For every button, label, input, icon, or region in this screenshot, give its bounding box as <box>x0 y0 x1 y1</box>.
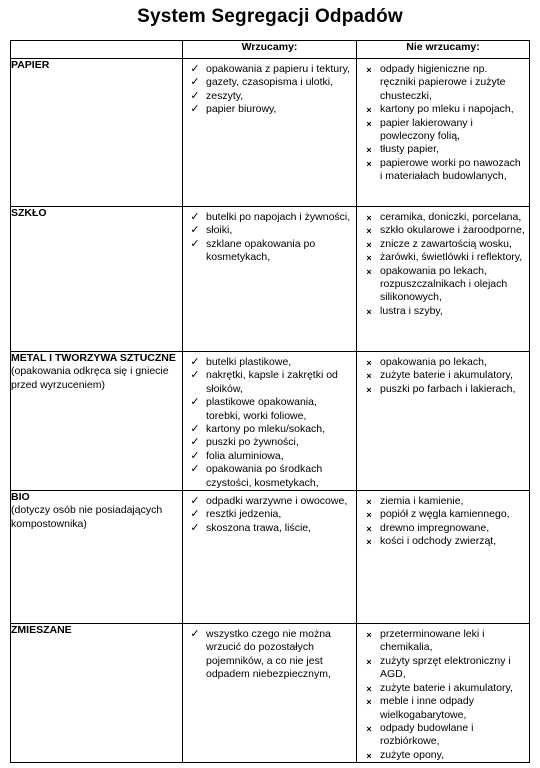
item-text: meble i inne odpady wielkogabarytowe, <box>380 695 474 721</box>
list-item <box>183 369 352 396</box>
item-text: kartony po mleku i napojach, <box>380 103 514 116</box>
item-text: szklane opakowania po kosmetykach, <box>206 237 316 264</box>
item-text: popiół z węgla kamiennego, <box>380 508 510 521</box>
cross-icon: × <box>366 537 372 548</box>
list-item <box>357 211 525 224</box>
list-item <box>183 224 352 237</box>
item-text: zużyte opony, <box>380 748 445 761</box>
list-item <box>357 305 525 318</box>
table-row <box>11 624 530 763</box>
category-name: ZMIESZANE <box>11 624 72 637</box>
forbidden-items-cell <box>357 59 530 207</box>
forbidden-items-cell <box>357 491 530 624</box>
check-icon: ✓ <box>190 423 200 436</box>
item-text: butelki plastikowe, <box>206 356 292 368</box>
category-cell <box>11 207 183 352</box>
item-text: nakrętki, kapsle i zakrętki od słoików, <box>206 369 338 395</box>
cross-icon: × <box>366 683 372 694</box>
forbidden-list <box>357 624 529 762</box>
category-cell <box>11 352 183 491</box>
page-title: System Segregacji Odpadów <box>137 6 403 27</box>
list-item <box>183 63 352 76</box>
list-item <box>357 265 525 305</box>
item-text: ziemia i kamienie, <box>380 495 464 508</box>
cross-icon: × <box>366 523 372 534</box>
list-item <box>357 143 525 156</box>
check-icon: ✓ <box>190 211 200 223</box>
table-row <box>11 352 530 491</box>
allowed-list <box>183 352 356 490</box>
list-item <box>357 383 525 396</box>
check-icon: ✓ <box>190 356 200 368</box>
item-text: papierowe worki po nawozach i materiałach budowlanych, <box>380 156 521 183</box>
list-item <box>357 695 525 722</box>
check-icon: ✓ <box>190 103 200 116</box>
cross-icon: × <box>366 697 372 708</box>
table-row <box>11 491 530 624</box>
forbidden-items-cell <box>357 624 530 763</box>
list-item <box>357 369 525 382</box>
list-item <box>183 463 352 490</box>
cross-icon: × <box>366 65 372 75</box>
item-text: resztki jedzenia, <box>206 508 282 521</box>
list-item <box>357 655 525 682</box>
list-item <box>183 508 352 521</box>
item-text: opakowania z papieru i tektury, <box>206 63 350 75</box>
item-text: skoszona trawa, liście, <box>206 521 312 534</box>
category-name: METAL I TWORZYWA SZTUCZNE <box>11 352 176 364</box>
category-note: (opakowania odkręca się i gniecie przed wyrzuceniem) <box>11 365 169 391</box>
cross-icon: × <box>366 358 372 368</box>
table-header-row <box>11 41 530 59</box>
list-item <box>183 522 352 535</box>
forbidden-list <box>357 59 529 184</box>
item-text: zużyty sprzęt elektroniczny i AGD, <box>380 654 511 681</box>
item-text: gazety, czasopisma i ulotki, <box>206 76 334 89</box>
check-icon: ✓ <box>190 76 200 89</box>
allowed-items-cell <box>183 624 357 763</box>
table-row <box>11 207 530 352</box>
item-text: kartony po mleku/sokach, <box>206 423 326 436</box>
list-item <box>183 76 352 89</box>
check-icon: ✓ <box>190 521 200 534</box>
item-text: odpadki warzywne i owocowe, <box>206 495 348 508</box>
list-item <box>183 628 352 682</box>
forbidden-items-cell <box>357 207 530 352</box>
list-item <box>357 749 525 762</box>
item-text: lustra i szyby, <box>380 304 443 317</box>
item-text: plastikowe opakowania, torebki, worki foliowe, <box>206 396 317 422</box>
category-name: BIO <box>11 491 30 504</box>
cross-icon: × <box>366 371 372 382</box>
allowed-list <box>183 491 356 535</box>
item-text: opakowania po lekach, rozpuszczalnikach i olejach silikonowych, <box>380 264 508 304</box>
check-icon: ✓ <box>190 628 200 641</box>
category-name: PAPIER <box>11 59 50 71</box>
category-note: (dotyczy osób nie posiadających kompostownika) <box>11 504 163 530</box>
item-text: odpady budowlane i rozbiórkowe, <box>380 721 474 748</box>
list-item <box>183 450 352 463</box>
list-item <box>357 103 525 116</box>
check-icon: ✓ <box>190 495 200 508</box>
cross-icon: × <box>366 239 372 250</box>
item-text: tłusty papier, <box>380 143 439 156</box>
cross-icon: × <box>366 118 372 129</box>
check-icon: ✓ <box>190 436 200 449</box>
item-text: puszki po żywności, <box>206 436 299 449</box>
header-blank-cell <box>11 41 183 59</box>
cross-icon: × <box>366 253 372 264</box>
cross-icon: × <box>366 630 372 641</box>
list-item <box>183 436 352 449</box>
cross-icon: × <box>366 384 372 395</box>
check-icon: ✓ <box>190 369 200 382</box>
item-text: opakowania po środkach czystości, kosmetykach, <box>206 463 323 489</box>
list-item <box>357 238 525 251</box>
item-text: papier biurowy, <box>206 103 277 116</box>
segregation-table <box>10 40 530 763</box>
list-item <box>183 396 352 423</box>
allowed-items-cell <box>183 207 357 352</box>
table-row <box>11 59 530 207</box>
item-text: szkło okularowe i żaroodporne, <box>380 224 525 237</box>
cross-icon: × <box>366 306 372 317</box>
check-icon: ✓ <box>190 396 200 409</box>
forbidden-list <box>357 491 529 549</box>
allowed-list <box>183 59 356 117</box>
list-item <box>357 535 525 548</box>
allowed-items-cell <box>183 59 357 207</box>
forbidden-list <box>357 352 529 396</box>
item-text: żarówki, świetlówki i reflektory, <box>380 251 523 264</box>
item-text: papier lakierowany i powleczony folią, <box>380 116 473 143</box>
list-item <box>183 211 352 224</box>
list-item <box>357 356 525 369</box>
cross-icon: × <box>366 723 372 734</box>
list-item <box>183 356 352 369</box>
item-text: opakowania po lekach, <box>380 356 487 368</box>
item-text: folia aluminiowa, <box>206 449 284 462</box>
header-no: Nie wrzucamy: <box>357 41 530 59</box>
cross-icon: × <box>366 145 372 156</box>
category-cell <box>11 491 183 624</box>
cross-icon: × <box>366 158 372 169</box>
item-text: ceramika, doniczki, porcelana, <box>380 211 522 223</box>
allowed-list <box>183 207 356 265</box>
allowed-items-cell <box>183 491 357 624</box>
cross-icon: × <box>366 510 372 521</box>
category-cell <box>11 59 183 207</box>
list-item <box>183 495 352 508</box>
cross-icon: × <box>366 105 372 116</box>
list-item <box>183 90 352 103</box>
list-item <box>357 522 525 535</box>
item-text: kości i odchody zwierząt, <box>380 535 497 548</box>
forbidden-list <box>357 207 529 318</box>
forbidden-items-cell <box>357 352 530 491</box>
check-icon: ✓ <box>190 89 200 102</box>
list-item <box>357 722 525 749</box>
check-icon: ✓ <box>190 63 200 75</box>
list-item <box>357 508 525 521</box>
category-cell <box>11 624 183 763</box>
item-text: odpady higieniczne np. ręczniki papierowe i zużyte chusteczki, <box>380 63 506 102</box>
item-text: zużyte baterie i akumulatory, <box>380 369 513 382</box>
list-item <box>357 224 525 237</box>
list-item <box>183 103 352 116</box>
allowed-items-cell <box>183 352 357 491</box>
list-item <box>357 117 525 144</box>
check-icon: ✓ <box>190 237 200 250</box>
list-item <box>357 628 525 655</box>
list-item <box>183 238 352 265</box>
item-text: zużyte baterie i akumulatory, <box>380 681 513 694</box>
item-text: zeszyty, <box>206 89 244 102</box>
table-body <box>11 59 530 763</box>
list-item <box>357 251 525 264</box>
item-text: przeterminowane leki i chemikalia, <box>380 628 485 654</box>
item-text: słoiki, <box>206 224 233 237</box>
cross-icon: × <box>366 497 372 508</box>
category-name: SZKŁO <box>11 207 47 219</box>
list-item <box>357 682 525 695</box>
list-item <box>183 423 352 436</box>
cross-icon: × <box>366 266 372 277</box>
list-item <box>357 63 525 103</box>
check-icon: ✓ <box>190 508 200 521</box>
header-yes: Wrzucamy: <box>183 41 357 59</box>
check-icon: ✓ <box>190 449 200 462</box>
item-text: wszystko czego nie można wrzucić do pozostałych pojemników, a co nie jest odpadem niebezpiecznym, <box>206 628 331 681</box>
cross-icon: × <box>366 750 372 761</box>
cross-icon: × <box>366 213 372 223</box>
list-item <box>357 495 525 508</box>
cross-icon: × <box>366 226 372 237</box>
check-icon: ✓ <box>190 224 200 237</box>
item-text: znicze z zawartością wosku, <box>380 237 512 250</box>
item-text: puszki po farbach i lakierach, <box>380 382 516 395</box>
item-text: butelki po napojach i żywności, <box>206 211 351 223</box>
cross-icon: × <box>366 656 372 667</box>
list-item <box>357 157 525 184</box>
item-text: drewno impregnowane, <box>380 521 490 534</box>
allowed-list <box>183 624 356 682</box>
check-icon: ✓ <box>190 463 200 476</box>
